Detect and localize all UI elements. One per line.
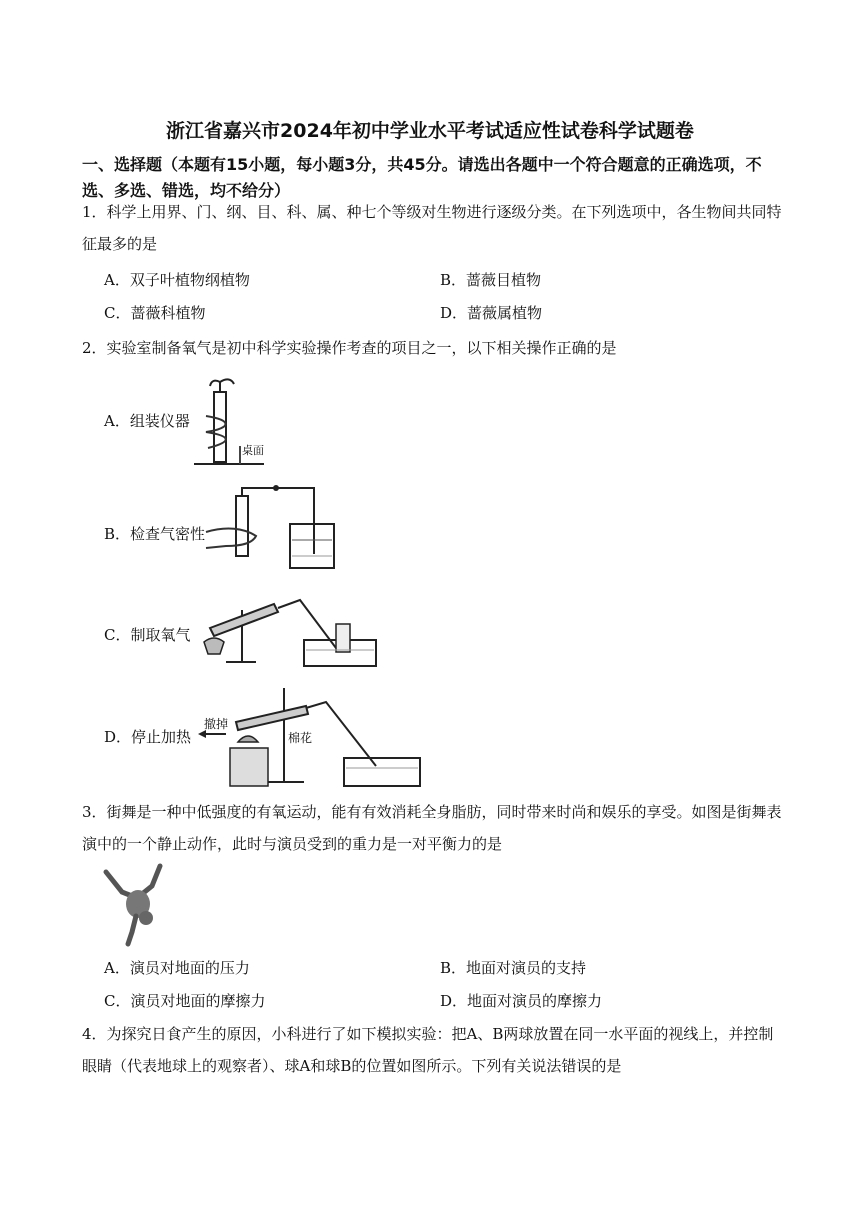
figure-label-cotton: 棉花 bbox=[288, 731, 313, 745]
q2-option-a: A．组装仪器 bbox=[104, 412, 190, 430]
q2-figure-d-stop-heating bbox=[196, 684, 426, 790]
section-heading: 一、选择题（本题有15小题，每小题3分，共45分。请选出各题中一个符合题意的正确选项，不选、多选、错选，均不给分） bbox=[82, 155, 762, 200]
question-4-stem: 4．为探究日食产生的原因，小科进行了如下模拟实验：把A、B两球放置在同一水平面的视线上，并控制眼睛（代表地球上的观察者）、球A和球B的位置如图所示。下列有关说法错误的是 bbox=[82, 1025, 774, 1075]
q1-option-a: A．双子叶植物纲植物 bbox=[104, 271, 250, 289]
q2-figure-c-produce-oxygen bbox=[196, 590, 386, 670]
q2-figure-a-assembly bbox=[192, 376, 272, 468]
page-title: 浙江省嘉兴市2024年初中学业水平考试适应性试卷科学试题卷 bbox=[166, 120, 694, 142]
question-2-stem: 2．实验室制备氧气是初中科学实验操作考查的项目之一，以下相关操作正确的是 bbox=[82, 339, 617, 357]
q3-option-c: C．演员对地面的摩擦力 bbox=[104, 992, 266, 1010]
q3-option-d: D．地面对演员的摩擦力 bbox=[440, 992, 603, 1010]
question-1-stem: 1．科学上用界、门、纲、目、科、属、种七个等级对生物进行逐级分类。在下列选项中，各生物间共同特征最多的是 bbox=[82, 203, 782, 253]
figure-label-remove: 撤掉 bbox=[204, 717, 229, 731]
q1-option-c: C．蔷薇科植物 bbox=[104, 304, 206, 322]
q2-option-c: C．制取氧气 bbox=[104, 626, 191, 644]
q2-option-b: B．检查气密性 bbox=[104, 525, 206, 543]
q3-option-b: B．地面对演员的支持 bbox=[440, 959, 587, 977]
q3-figure-breakdancer bbox=[102, 862, 170, 948]
q1-option-b: B．蔷薇目植物 bbox=[440, 271, 542, 289]
q2-option-d: D．停止加热 bbox=[104, 728, 192, 746]
figure-label-desk: 桌面 bbox=[242, 444, 264, 457]
q3-option-a: A．演员对地面的压力 bbox=[104, 959, 250, 977]
q2-figure-b-airtightness bbox=[196, 484, 346, 574]
question-3-stem: 3．街舞是一种中低强度的有氧运动，能有有效消耗全身脂肪，同时带来时尚和娱乐的享受。如图是街舞表演中的一个静止动作，此时与演员受到的重力是一对平衡力的是 bbox=[82, 803, 782, 853]
q1-option-d: D．蔷薇属植物 bbox=[440, 304, 543, 322]
